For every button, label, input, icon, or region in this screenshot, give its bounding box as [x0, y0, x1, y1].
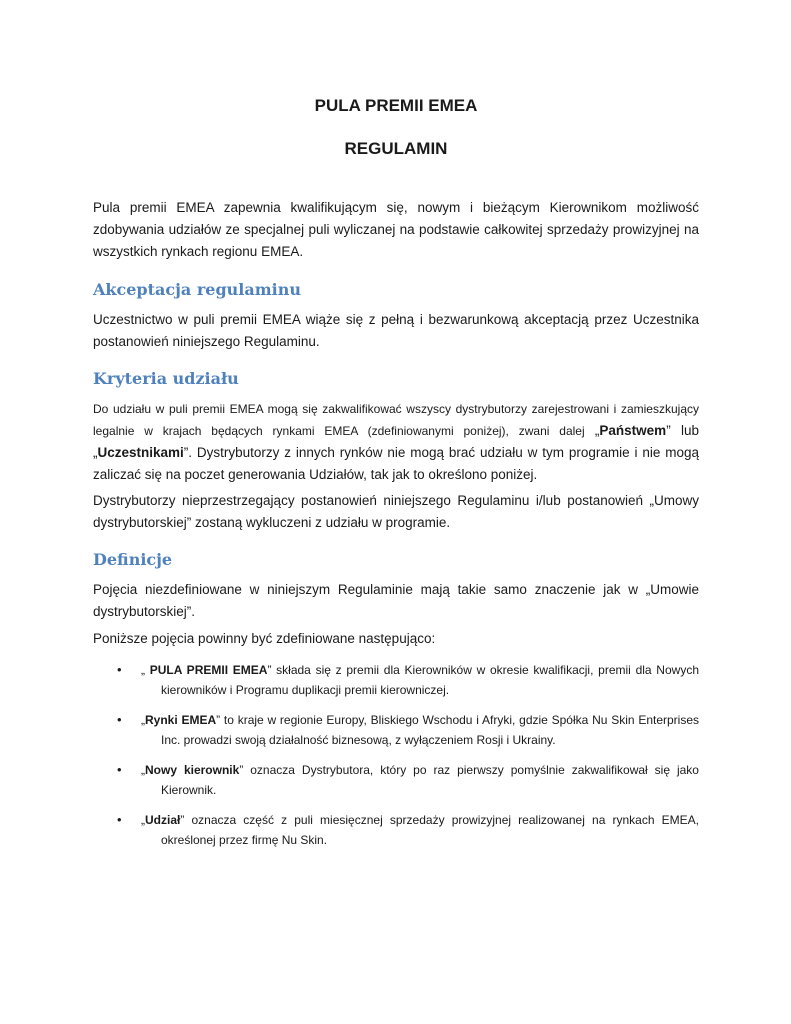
bullet-icon: • — [117, 662, 122, 677]
definition-term: Rynki EMEA — [145, 713, 217, 727]
definition-body — [141, 810, 699, 850]
term-uczestnikami: Uczestnikami — [97, 445, 184, 460]
quote-open: „ — [141, 663, 150, 677]
criteria-paragraph-1-tail: ”. Dystrybutorzy z innych rynków nie mogą brać udziału w tym programie i nie mogą zaliczać się na poczet generowania Udziałów, tak jak to określono poniżej. — [93, 445, 699, 482]
bullet-icon: • — [117, 712, 122, 727]
definition-text: ” to kraje w regionie Europy, Bliskiego Wschodu i Afryki, gdzie Spółka Nu Skin Enterprises Inc. prowadzi swoją działalność biznesową, z wyłączeniem Rosji i Ukrainy. — [161, 713, 700, 747]
definitions-paragraph-2: Poniższe pojęcia powinny być zdefiniowane następująco: — [93, 631, 436, 646]
quote-open: „ — [141, 813, 145, 827]
definitions-paragraph-1: Pojęcia niezdefiniowane w niniejszym Regulaminie mają takie samo znaczenie jak w „Umowie dystrybutorskiej”. — [93, 582, 699, 619]
definition-item — [93, 660, 699, 700]
acceptance-paragraph: Uczestnictwo w puli premii EMEA wiąże się z pełną i bezwarunkową akceptacją przez Uczestnika postanowień niniejszego Regulaminu. — [93, 312, 699, 349]
definition-text: ” oznacza Dystrybutora, który po raz pierwszy pomyślnie zakwalifikował się jako Kierownik. — [161, 763, 699, 797]
definition-term: PULA PREMII EMEA — [149, 663, 268, 677]
definition-term: Udział — [145, 813, 181, 827]
quote-open: „ — [594, 423, 600, 438]
term-panstwem: Państwem — [599, 423, 667, 438]
bullet-icon: • — [117, 762, 122, 777]
document-title: PULA PREMII EMEA — [314, 96, 478, 115]
intro-paragraph: Pula premii EMEA zapewnia kwalifikującym się, nowym i bieżącym Kierownikom możliwość zdobywania udziałów ze specjalnej puli wyliczanej na podstawie całkowitej sprzedaży prowizyjnej na wszystkich rynkach regionu EMEA. — [93, 200, 699, 259]
definition-text: ” oznacza część z puli miesięcznej sprzedaży prowizyjnej realizowanej na rynkach EMEA, określonej przez firmę Nu Skin. — [161, 813, 699, 847]
criteria-paragraph-1 — [93, 398, 699, 486]
bullet-icon: • — [117, 812, 122, 827]
criteria-paragraph-1-mid: ” lub „ — [93, 423, 699, 460]
definition-term: Nowy kierownik — [145, 763, 240, 777]
document-subtitle: REGULAMIN — [344, 139, 448, 158]
definition-body — [141, 710, 699, 750]
definition-item — [93, 810, 699, 850]
definitions-heading: Definicje — [93, 550, 173, 569]
criteria-heading: Kryteria udziału — [93, 369, 239, 388]
criteria-paragraph-1-lead: Do udziału w puli premii EMEA mogą się zakwalifikować wszyscy dystrybutorzy zarejestrowani i zamieszkujący legalnie w krajach będących rynkami EMEA (zdefiniowanymi poniżej), zwani dalej — [93, 402, 699, 438]
definitions-list — [93, 660, 699, 860]
acceptance-heading: Akceptacja regulaminu — [93, 280, 301, 299]
definition-text: ” składa się z premii dla Kierowników w okresie kwalifikacji, premii dla Nowych kierowników i Programu duplikacji premii kierowniczej. — [161, 663, 699, 697]
criteria-paragraph-2: Dystrybutorzy nieprzestrzegający postanowień niniejszego Regulaminu i/lub postanowień „Umowy dystrybutorskiej” zostaną wykluczeni z udziału w programie. — [93, 493, 699, 530]
definition-body — [141, 660, 699, 700]
quote-open: „ — [141, 763, 145, 777]
definition-item — [93, 710, 699, 750]
definition-body — [141, 760, 699, 800]
definition-item — [93, 760, 699, 800]
quote-open: „ — [141, 713, 145, 727]
